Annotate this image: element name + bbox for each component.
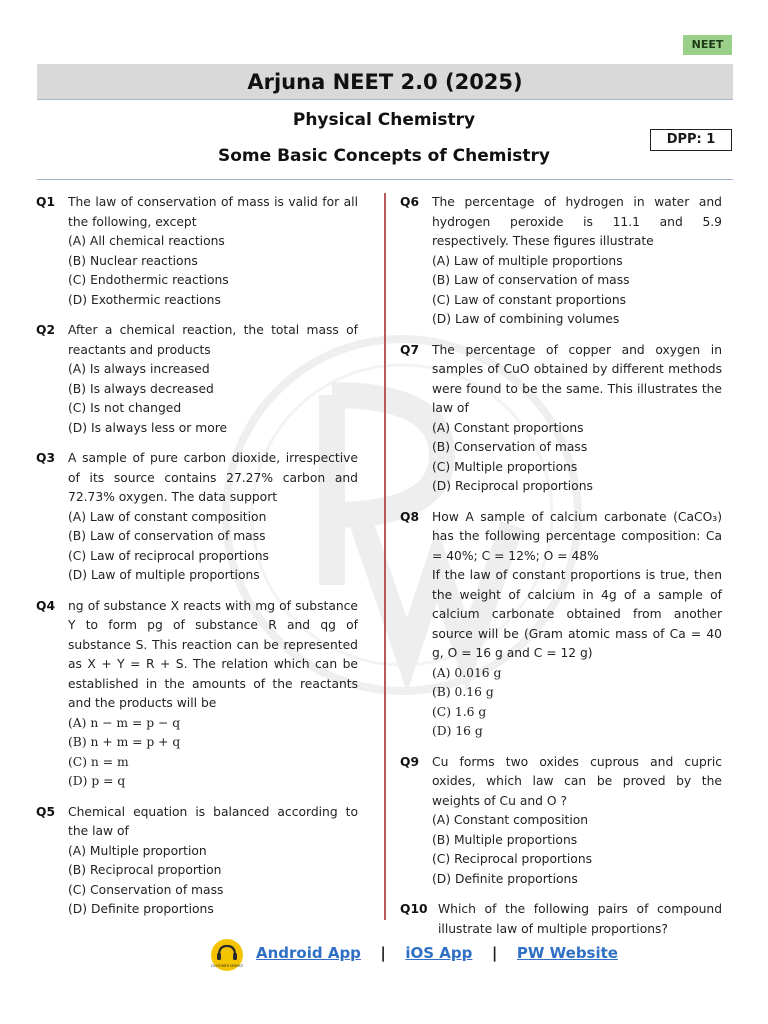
footer bbox=[0, 938, 768, 972]
right-column bbox=[400, 193, 722, 950]
question-number: Q3 bbox=[36, 451, 56, 465]
pw-website-link[interactable]: PW Website bbox=[516, 944, 618, 962]
question-number: Q8 bbox=[400, 509, 420, 524]
option-b: (B) Multiple proportions bbox=[432, 832, 578, 847]
ios-app-link[interactable]: iOS App bbox=[405, 944, 473, 962]
question-5 bbox=[36, 803, 358, 920]
question-text bbox=[432, 508, 722, 664]
option-d: (D) Law of multiple proportions bbox=[68, 568, 260, 582]
question-number: Q10 bbox=[400, 902, 428, 916]
header-divider bbox=[37, 179, 733, 180]
question-9 bbox=[400, 753, 722, 890]
option-d: (D) Reciprocal proportions bbox=[432, 479, 593, 493]
option-a: (A) All chemical reactions bbox=[68, 234, 225, 248]
option-b: (B) Reciprocal proportion bbox=[68, 863, 222, 877]
option-b: (B) Is always decreased bbox=[68, 381, 214, 396]
option-d: (D) Is always less or more bbox=[68, 420, 228, 435]
option-b: (B) Law of conservation of mass bbox=[432, 273, 630, 287]
left-column bbox=[36, 193, 358, 931]
android-app-link[interactable]: Android App bbox=[256, 944, 361, 962]
page-title: Arjuna NEET 2.0 (2025) bbox=[37, 64, 733, 100]
question-number: Q7 bbox=[400, 342, 420, 357]
question-8 bbox=[400, 508, 722, 742]
customer-service-icon[interactable] bbox=[208, 938, 246, 972]
option-c: (C) Is not changed bbox=[68, 401, 182, 415]
question-2 bbox=[36, 321, 358, 438]
question-text: Which of the following pairs of compound illustrate law of multiple proportions? bbox=[438, 902, 722, 936]
option-c: (C) Conservation of mass bbox=[68, 882, 224, 897]
option-d: (D) Definite proportions bbox=[432, 871, 578, 886]
footer-links bbox=[256, 944, 618, 962]
option-c: (C) n = m bbox=[68, 754, 129, 769]
option-b: (B) Nuclear reactions bbox=[68, 253, 198, 268]
question-3 bbox=[36, 449, 358, 586]
option-d: (D) Exothermic reactions bbox=[68, 292, 221, 307]
option-a: (A) Is always increased bbox=[68, 362, 210, 376]
question-text: Chemical equation is balanced according to the law of bbox=[68, 804, 358, 838]
option-c: (C) Reciprocal proportions bbox=[432, 852, 593, 866]
question-text: The percentage of hydrogen in water and hydrogen peroxide is 11.1 and 5.9 respectively. These figures illustrate bbox=[432, 195, 722, 248]
option-b: (B) Law of conservation of mass bbox=[68, 529, 266, 543]
option-d: (D) Law of combining volumes bbox=[432, 312, 620, 326]
option-a: (A) n − m = p − q bbox=[68, 715, 181, 730]
option-b: (B) n + m = p + q bbox=[68, 735, 181, 749]
option-a: (A) Constant composition bbox=[432, 813, 589, 827]
exam-tag: NEET bbox=[683, 35, 732, 55]
question-6 bbox=[400, 193, 722, 330]
question-text-part-2: If the law of constant proportions is true, then the weight of calcium in 4g of a sample of calcium carbonate obtained from another source will be (Gram atomic mass of Ca = 40 g, O = 16 g and C = 12 g) bbox=[432, 568, 722, 660]
question-1 bbox=[36, 193, 358, 310]
question-number: Q2 bbox=[36, 323, 56, 337]
option-c: (C) Endothermic reactions bbox=[68, 273, 229, 287]
option-a: (A) Multiple proportion bbox=[68, 843, 207, 858]
option-c: (C) Law of reciprocal proportions bbox=[68, 548, 269, 563]
customer-service-caption: CUSTOMER SERVICE bbox=[210, 964, 244, 968]
question-text-part-1: How A sample of calcium carbonate (CaCO₃) has the following percentage composition: Ca = 40%; C = 12%; O = 48% bbox=[432, 509, 722, 563]
column-divider bbox=[384, 193, 386, 920]
question-number: Q9 bbox=[400, 754, 420, 769]
question-text: The percentage of copper and oxygen in samples of CuO obtained by different methods were found to be the same. This illustrates the law of bbox=[432, 342, 722, 415]
option-a: (A) Law of constant composition bbox=[68, 509, 267, 524]
option-d: (D) Definite proportions bbox=[68, 902, 214, 916]
dpp-badge: DPP: 1 bbox=[650, 129, 732, 151]
option-b: (B) Conservation of mass bbox=[432, 440, 588, 454]
question-number: Q4 bbox=[36, 598, 56, 613]
question-text: After a chemical reaction, the total mass of reactants and products bbox=[68, 323, 358, 357]
question-text: A sample of pure carbon dioxide, irrespective of its source contains 27.27% carbon and 72.73% oxygen. The data support bbox=[68, 451, 358, 504]
option-a: (A) Law of multiple proportions bbox=[432, 253, 623, 268]
chapter-heading: Some Basic Concepts of Chemistry bbox=[217, 146, 550, 166]
question-7 bbox=[400, 341, 722, 497]
option-d: (D) p = q bbox=[68, 774, 126, 788]
question-number: Q1 bbox=[36, 195, 56, 209]
separator: | bbox=[491, 944, 498, 962]
question-number: Q5 bbox=[36, 804, 56, 819]
option-a: (A) Constant proportions bbox=[432, 420, 584, 435]
separator: | bbox=[380, 944, 386, 962]
question-text: Cu forms two oxides cuprous and cupric oxides, which law can be proved by the weights of Cu and O ? bbox=[432, 754, 722, 808]
question-text: ng of substance X reacts with mg of substance Y to form pg of substance R and qg of substance S. This reaction can be represented as X + Y = R + S. The relation which can be established in the amounts of the reactants and the products will be bbox=[68, 598, 358, 710]
option-c: (C) Multiple proportions bbox=[432, 459, 578, 474]
option-a: (A) 0.016 g bbox=[432, 665, 502, 680]
option-d: (D) 16 g bbox=[432, 724, 483, 738]
option-c: (C) Law of constant proportions bbox=[432, 292, 627, 307]
question-10 bbox=[400, 900, 722, 939]
option-c: (C) 1.6 g bbox=[432, 704, 487, 719]
question-4 bbox=[36, 597, 358, 792]
option-b: (B) 0.16 g bbox=[432, 685, 494, 699]
question-text: The law of conservation of mass is valid for all the following, except bbox=[68, 195, 358, 229]
subject-heading: Physical Chemistry bbox=[292, 110, 476, 130]
question-number: Q6 bbox=[400, 195, 420, 209]
